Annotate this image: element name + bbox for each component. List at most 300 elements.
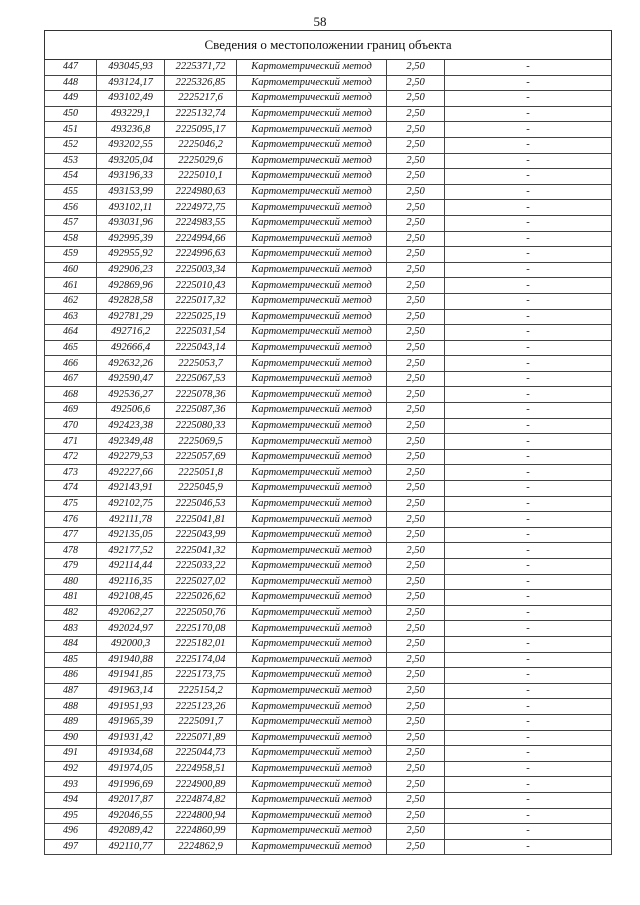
accuracy-cell: 2,50	[387, 683, 445, 699]
x-coordinate-cell: 492116,35	[97, 574, 165, 590]
point-number-cell: 459	[45, 247, 97, 263]
description-cell: -	[445, 137, 612, 153]
description-cell: -	[445, 153, 612, 169]
table-row	[45, 340, 612, 356]
table-row	[45, 356, 612, 372]
point-number-cell: 477	[45, 527, 97, 543]
y-coordinate-cell: 2224994,66	[165, 231, 237, 247]
point-number-cell: 465	[45, 340, 97, 356]
table-row	[45, 465, 612, 481]
accuracy-cell: 2,50	[387, 215, 445, 231]
accuracy-cell: 2,50	[387, 808, 445, 824]
y-coordinate-cell: 2225025,19	[165, 309, 237, 325]
x-coordinate-cell: 492114,44	[97, 559, 165, 575]
y-coordinate-cell: 2225029,6	[165, 153, 237, 169]
table-row	[45, 652, 612, 668]
table-row	[45, 512, 612, 528]
table-row	[45, 137, 612, 153]
accuracy-cell: 2,50	[387, 605, 445, 621]
point-number-cell: 475	[45, 496, 97, 512]
x-coordinate-cell: 493229,1	[97, 106, 165, 122]
table-title: Сведения о местоположении границ объекта	[45, 31, 612, 60]
table-row	[45, 387, 612, 403]
table-row	[45, 231, 612, 247]
accuracy-cell: 2,50	[387, 60, 445, 76]
y-coordinate-cell: 2225046,53	[165, 496, 237, 512]
description-cell: -	[445, 824, 612, 840]
table-row	[45, 153, 612, 169]
accuracy-cell: 2,50	[387, 792, 445, 808]
method-cell: Картометрический метод	[237, 231, 387, 247]
y-coordinate-cell: 2225095,17	[165, 122, 237, 138]
x-coordinate-cell: 491996,69	[97, 777, 165, 793]
x-coordinate-cell: 491941,85	[97, 668, 165, 684]
y-coordinate-cell: 2224800,94	[165, 808, 237, 824]
method-cell: Картометрический метод	[237, 527, 387, 543]
method-cell: Картометрический метод	[237, 543, 387, 559]
accuracy-cell: 2,50	[387, 434, 445, 450]
description-cell: -	[445, 605, 612, 621]
table-row	[45, 184, 612, 200]
description-cell: -	[445, 730, 612, 746]
x-coordinate-cell: 492089,42	[97, 824, 165, 840]
accuracy-cell: 2,50	[387, 231, 445, 247]
accuracy-cell: 2,50	[387, 325, 445, 341]
y-coordinate-cell: 2225170,08	[165, 621, 237, 637]
point-number-cell: 474	[45, 481, 97, 497]
point-number-cell: 447	[45, 60, 97, 76]
accuracy-cell: 2,50	[387, 543, 445, 559]
method-cell: Картометрический метод	[237, 605, 387, 621]
x-coordinate-cell: 491951,93	[97, 699, 165, 715]
method-cell: Картометрический метод	[237, 590, 387, 606]
x-coordinate-cell: 492108,45	[97, 590, 165, 606]
table-row	[45, 621, 612, 637]
accuracy-cell: 2,50	[387, 761, 445, 777]
y-coordinate-cell: 2225174,04	[165, 652, 237, 668]
accuracy-cell: 2,50	[387, 262, 445, 278]
accuracy-cell: 2,50	[387, 278, 445, 294]
method-cell: Картометрический метод	[237, 808, 387, 824]
description-cell: -	[445, 231, 612, 247]
accuracy-cell: 2,50	[387, 746, 445, 762]
point-number-cell: 472	[45, 449, 97, 465]
description-cell: -	[445, 356, 612, 372]
accuracy-cell: 2,50	[387, 699, 445, 715]
y-coordinate-cell: 2225031,54	[165, 325, 237, 341]
table-row	[45, 496, 612, 512]
method-cell: Картометрический метод	[237, 60, 387, 76]
accuracy-cell: 2,50	[387, 481, 445, 497]
x-coordinate-cell: 493102,49	[97, 91, 165, 107]
description-cell: -	[445, 184, 612, 200]
table-row	[45, 746, 612, 762]
method-cell: Картометрический метод	[237, 792, 387, 808]
method-cell: Картометрический метод	[237, 839, 387, 855]
y-coordinate-cell: 2225026,62	[165, 590, 237, 606]
x-coordinate-cell: 493202,55	[97, 137, 165, 153]
boundary-coordinates-table	[44, 30, 612, 855]
point-number-cell: 458	[45, 231, 97, 247]
table-row	[45, 262, 612, 278]
point-number-cell: 483	[45, 621, 97, 637]
method-cell: Картометрический метод	[237, 169, 387, 185]
accuracy-cell: 2,50	[387, 184, 445, 200]
x-coordinate-cell: 492869,96	[97, 278, 165, 294]
accuracy-cell: 2,50	[387, 824, 445, 840]
y-coordinate-cell: 2224996,63	[165, 247, 237, 263]
description-cell: -	[445, 668, 612, 684]
page-number: 58	[313, 14, 327, 29]
point-number-cell: 494	[45, 792, 97, 808]
y-coordinate-cell: 2225051,8	[165, 465, 237, 481]
description-cell: -	[445, 418, 612, 434]
y-coordinate-cell: 2224860,99	[165, 824, 237, 840]
y-coordinate-cell: 2225080,33	[165, 418, 237, 434]
table-row	[45, 668, 612, 684]
x-coordinate-cell: 492143,91	[97, 481, 165, 497]
accuracy-cell: 2,50	[387, 621, 445, 637]
method-cell: Картометрический метод	[237, 356, 387, 372]
y-coordinate-cell: 2225173,75	[165, 668, 237, 684]
description-cell: -	[445, 839, 612, 855]
method-cell: Картометрический метод	[237, 137, 387, 153]
accuracy-cell: 2,50	[387, 512, 445, 528]
accuracy-cell: 2,50	[387, 418, 445, 434]
method-cell: Картометрический метод	[237, 481, 387, 497]
point-number-cell: 496	[45, 824, 97, 840]
y-coordinate-cell: 2225033,22	[165, 559, 237, 575]
y-coordinate-cell: 2225069,5	[165, 434, 237, 450]
description-cell: -	[445, 200, 612, 216]
x-coordinate-cell: 491963,14	[97, 683, 165, 699]
description-cell: -	[445, 496, 612, 512]
accuracy-cell: 2,50	[387, 293, 445, 309]
x-coordinate-cell: 493045,93	[97, 60, 165, 76]
table-row	[45, 418, 612, 434]
point-number-cell: 492	[45, 761, 97, 777]
x-coordinate-cell: 492955,92	[97, 247, 165, 263]
description-cell: -	[445, 636, 612, 652]
table-row	[45, 169, 612, 185]
point-number-cell: 490	[45, 730, 97, 746]
table-row	[45, 839, 612, 855]
description-cell: -	[445, 215, 612, 231]
method-cell: Картометрический метод	[237, 761, 387, 777]
method-cell: Картометрический метод	[237, 636, 387, 652]
x-coordinate-cell: 493205,04	[97, 153, 165, 169]
y-coordinate-cell: 2225041,32	[165, 543, 237, 559]
point-number-cell: 450	[45, 106, 97, 122]
description-cell: -	[445, 808, 612, 824]
y-coordinate-cell: 2225043,99	[165, 527, 237, 543]
description-cell: -	[445, 106, 612, 122]
x-coordinate-cell: 491940,88	[97, 652, 165, 668]
accuracy-cell: 2,50	[387, 106, 445, 122]
description-cell: -	[445, 465, 612, 481]
point-number-cell: 451	[45, 122, 97, 138]
point-number-cell: 473	[45, 465, 97, 481]
table-row	[45, 293, 612, 309]
accuracy-cell: 2,50	[387, 75, 445, 91]
point-number-cell: 485	[45, 652, 97, 668]
y-coordinate-cell: 2225087,36	[165, 403, 237, 419]
point-number-cell: 487	[45, 683, 97, 699]
method-cell: Картометрический метод	[237, 668, 387, 684]
table-row	[45, 761, 612, 777]
method-cell: Картометрический метод	[237, 184, 387, 200]
table-row	[45, 730, 612, 746]
method-cell: Картометрический метод	[237, 340, 387, 356]
y-coordinate-cell: 2225123,26	[165, 699, 237, 715]
x-coordinate-cell: 492110,77	[97, 839, 165, 855]
y-coordinate-cell: 2225132,74	[165, 106, 237, 122]
description-cell: -	[445, 527, 612, 543]
x-coordinate-cell: 493031,96	[97, 215, 165, 231]
y-coordinate-cell: 2224862,9	[165, 839, 237, 855]
method-cell: Картометрический метод	[237, 714, 387, 730]
table-row	[45, 278, 612, 294]
x-coordinate-cell: 491931,42	[97, 730, 165, 746]
x-coordinate-cell: 492000,3	[97, 636, 165, 652]
method-cell: Картометрический метод	[237, 387, 387, 403]
y-coordinate-cell: 2225017,32	[165, 293, 237, 309]
point-number-cell: 491	[45, 746, 97, 762]
accuracy-cell: 2,50	[387, 387, 445, 403]
point-number-cell: 480	[45, 574, 97, 590]
table-row	[45, 434, 612, 450]
description-cell: -	[445, 683, 612, 699]
accuracy-cell: 2,50	[387, 465, 445, 481]
table-row	[45, 574, 612, 590]
point-number-cell: 466	[45, 356, 97, 372]
table-row	[45, 91, 612, 107]
point-number-cell: 493	[45, 777, 97, 793]
method-cell: Картометрический метод	[237, 434, 387, 450]
description-cell: -	[445, 403, 612, 419]
description-cell: -	[445, 652, 612, 668]
x-coordinate-cell: 492227,66	[97, 465, 165, 481]
description-cell: -	[445, 60, 612, 76]
accuracy-cell: 2,50	[387, 371, 445, 387]
method-cell: Картометрический метод	[237, 730, 387, 746]
y-coordinate-cell: 2225027,02	[165, 574, 237, 590]
x-coordinate-cell: 492506,6	[97, 403, 165, 419]
y-coordinate-cell: 2225041,81	[165, 512, 237, 528]
description-cell: -	[445, 761, 612, 777]
x-coordinate-cell: 492177,52	[97, 543, 165, 559]
y-coordinate-cell: 2225326,85	[165, 75, 237, 91]
point-number-cell: 457	[45, 215, 97, 231]
table-row	[45, 122, 612, 138]
description-cell: -	[445, 792, 612, 808]
point-number-cell: 497	[45, 839, 97, 855]
boundary-table-container	[44, 30, 611, 855]
table-row	[45, 714, 612, 730]
accuracy-cell: 2,50	[387, 496, 445, 512]
x-coordinate-cell: 492828,58	[97, 293, 165, 309]
table-row	[45, 590, 612, 606]
accuracy-cell: 2,50	[387, 137, 445, 153]
method-cell: Картометрический метод	[237, 293, 387, 309]
x-coordinate-cell: 491974,05	[97, 761, 165, 777]
table-row	[45, 543, 612, 559]
point-number-cell: 476	[45, 512, 97, 528]
y-coordinate-cell: 2225154,2	[165, 683, 237, 699]
table-row	[45, 683, 612, 699]
y-coordinate-cell: 2225067,53	[165, 371, 237, 387]
x-coordinate-cell: 492666,4	[97, 340, 165, 356]
table-row	[45, 106, 612, 122]
table-row	[45, 777, 612, 793]
method-cell: Картометрический метод	[237, 559, 387, 575]
accuracy-cell: 2,50	[387, 777, 445, 793]
table-row	[45, 200, 612, 216]
point-number-cell: 463	[45, 309, 97, 325]
point-number-cell: 495	[45, 808, 97, 824]
accuracy-cell: 2,50	[387, 169, 445, 185]
y-coordinate-cell: 2225043,14	[165, 340, 237, 356]
x-coordinate-cell: 492781,29	[97, 309, 165, 325]
description-cell: -	[445, 559, 612, 575]
description-cell: -	[445, 387, 612, 403]
description-cell: -	[445, 75, 612, 91]
x-coordinate-cell: 492906,23	[97, 262, 165, 278]
method-cell: Картометрический метод	[237, 449, 387, 465]
x-coordinate-cell: 491934,68	[97, 746, 165, 762]
description-cell: -	[445, 293, 612, 309]
y-coordinate-cell: 2225003,34	[165, 262, 237, 278]
accuracy-cell: 2,50	[387, 153, 445, 169]
point-number-cell: 478	[45, 543, 97, 559]
point-number-cell: 449	[45, 91, 97, 107]
method-cell: Картометрический метод	[237, 496, 387, 512]
point-number-cell: 482	[45, 605, 97, 621]
y-coordinate-cell: 2225053,7	[165, 356, 237, 372]
description-cell: -	[445, 371, 612, 387]
x-coordinate-cell: 492536,27	[97, 387, 165, 403]
method-cell: Картометрический метод	[237, 777, 387, 793]
description-cell: -	[445, 278, 612, 294]
y-coordinate-cell: 2224983,55	[165, 215, 237, 231]
x-coordinate-cell: 492062,27	[97, 605, 165, 621]
point-number-cell: 471	[45, 434, 97, 450]
point-number-cell: 460	[45, 262, 97, 278]
table-row	[45, 247, 612, 263]
y-coordinate-cell: 2224874,82	[165, 792, 237, 808]
accuracy-cell: 2,50	[387, 730, 445, 746]
method-cell: Картометрический метод	[237, 247, 387, 263]
y-coordinate-cell: 2225045,9	[165, 481, 237, 497]
table-row	[45, 559, 612, 575]
description-cell: -	[445, 340, 612, 356]
x-coordinate-cell: 492102,75	[97, 496, 165, 512]
table-row	[45, 449, 612, 465]
accuracy-cell: 2,50	[387, 340, 445, 356]
point-number-cell: 464	[45, 325, 97, 341]
table-row	[45, 792, 612, 808]
y-coordinate-cell: 2224900,89	[165, 777, 237, 793]
description-cell: -	[445, 590, 612, 606]
accuracy-cell: 2,50	[387, 309, 445, 325]
x-coordinate-cell: 492135,05	[97, 527, 165, 543]
y-coordinate-cell: 2225044,73	[165, 746, 237, 762]
description-cell: -	[445, 91, 612, 107]
x-coordinate-cell: 492590,47	[97, 371, 165, 387]
accuracy-cell: 2,50	[387, 200, 445, 216]
method-cell: Картометрический метод	[237, 325, 387, 341]
table-row	[45, 309, 612, 325]
point-number-cell: 453	[45, 153, 97, 169]
x-coordinate-cell: 492349,48	[97, 434, 165, 450]
accuracy-cell: 2,50	[387, 839, 445, 855]
point-number-cell: 481	[45, 590, 97, 606]
table-row	[45, 75, 612, 91]
table-row	[45, 60, 612, 76]
method-cell: Картометрический метод	[237, 215, 387, 231]
point-number-cell: 469	[45, 403, 97, 419]
table-row	[45, 325, 612, 341]
y-coordinate-cell: 2225050,76	[165, 605, 237, 621]
table-body	[45, 60, 612, 855]
x-coordinate-cell: 492017,87	[97, 792, 165, 808]
method-cell: Картометрический метод	[237, 91, 387, 107]
description-cell: -	[445, 543, 612, 559]
point-number-cell: 489	[45, 714, 97, 730]
y-coordinate-cell: 2224972,75	[165, 200, 237, 216]
x-coordinate-cell: 492279,53	[97, 449, 165, 465]
point-number-cell: 467	[45, 371, 97, 387]
description-cell: -	[445, 449, 612, 465]
accuracy-cell: 2,50	[387, 559, 445, 575]
accuracy-cell: 2,50	[387, 636, 445, 652]
y-coordinate-cell: 2225010,1	[165, 169, 237, 185]
method-cell: Картометрический метод	[237, 262, 387, 278]
method-cell: Картометрический метод	[237, 278, 387, 294]
x-coordinate-cell: 492024,97	[97, 621, 165, 637]
point-number-cell: 454	[45, 169, 97, 185]
method-cell: Картометрический метод	[237, 200, 387, 216]
method-cell: Картометрический метод	[237, 746, 387, 762]
x-coordinate-cell: 493124,17	[97, 75, 165, 91]
description-cell: -	[445, 512, 612, 528]
table-row	[45, 371, 612, 387]
table-row	[45, 215, 612, 231]
method-cell: Картометрический метод	[237, 512, 387, 528]
method-cell: Картометрический метод	[237, 621, 387, 637]
description-cell: -	[445, 777, 612, 793]
point-number-cell: 488	[45, 699, 97, 715]
method-cell: Картометрический метод	[237, 418, 387, 434]
x-coordinate-cell: 493102,11	[97, 200, 165, 216]
point-number-cell: 468	[45, 387, 97, 403]
method-cell: Картометрический метод	[237, 699, 387, 715]
accuracy-cell: 2,50	[387, 122, 445, 138]
method-cell: Картометрический метод	[237, 683, 387, 699]
method-cell: Картометрический метод	[237, 106, 387, 122]
y-coordinate-cell: 2224958,51	[165, 761, 237, 777]
accuracy-cell: 2,50	[387, 590, 445, 606]
description-cell: -	[445, 434, 612, 450]
point-number-cell: 461	[45, 278, 97, 294]
description-cell: -	[445, 309, 612, 325]
accuracy-cell: 2,50	[387, 668, 445, 684]
accuracy-cell: 2,50	[387, 527, 445, 543]
table-row	[45, 605, 612, 621]
y-coordinate-cell: 2225217,6	[165, 91, 237, 107]
table-row	[45, 481, 612, 497]
point-number-cell: 448	[45, 75, 97, 91]
